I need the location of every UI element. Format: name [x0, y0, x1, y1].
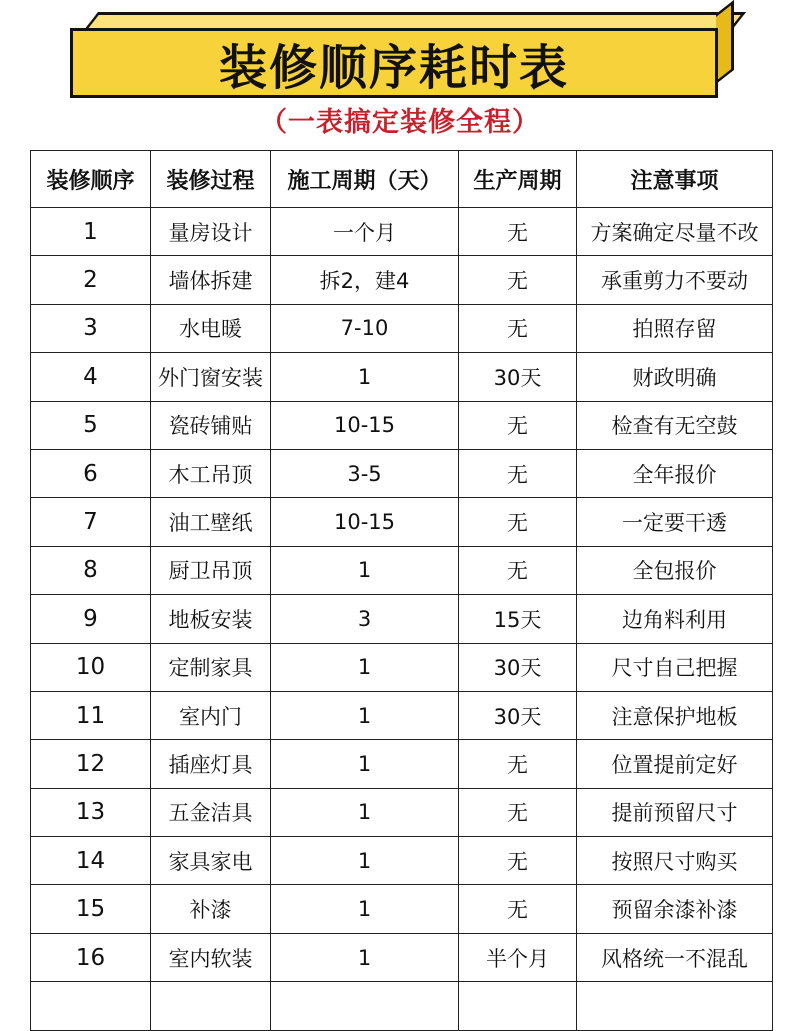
cell-process: 插座灯具 — [151, 740, 271, 788]
table-row-cutoff — [31, 982, 773, 1030]
table-row — [31, 740, 773, 788]
cell-notes: 财政明确 — [577, 353, 773, 401]
cell-construction-period: 3-5 — [271, 449, 459, 497]
cell-process: 水电暖 — [151, 304, 271, 352]
table-row — [31, 498, 773, 546]
cell-order: 1 — [31, 208, 151, 256]
table-row — [31, 933, 773, 981]
cell-order: 9 — [31, 595, 151, 643]
cell-process: 外门窗安装 — [151, 353, 271, 401]
header-construction-period: 施工周期（天） — [271, 151, 459, 208]
cell-notes: 全年报价 — [577, 449, 773, 497]
cell-notes: 全包报价 — [577, 546, 773, 594]
cell-empty — [31, 982, 151, 1030]
cell-process: 补漆 — [151, 885, 271, 933]
cell-production-period: 无 — [459, 401, 577, 449]
cell-notes: 注意保护地板 — [577, 691, 773, 739]
cell-notes: 边角料利用 — [577, 595, 773, 643]
cell-process: 定制家具 — [151, 643, 271, 691]
table-row — [31, 546, 773, 594]
cell-production-period: 无 — [459, 498, 577, 546]
cell-notes: 尺寸自己把握 — [577, 643, 773, 691]
table-row — [31, 643, 773, 691]
cell-process: 墙体拆建 — [151, 256, 271, 304]
cell-notes: 方案确定尽量不改 — [577, 208, 773, 256]
cell-process: 厨卫吊顶 — [151, 546, 271, 594]
table-row — [31, 449, 773, 497]
cell-production-period: 无 — [459, 449, 577, 497]
cell-production-period: 30天 — [459, 353, 577, 401]
cell-production-period: 30天 — [459, 691, 577, 739]
cell-notes: 拍照存留 — [577, 304, 773, 352]
cell-construction-period: 1 — [271, 885, 459, 933]
cell-order: 16 — [31, 933, 151, 981]
table-row — [31, 837, 773, 885]
cell-process: 家具家电 — [151, 837, 271, 885]
cell-production-period: 无 — [459, 208, 577, 256]
cell-order: 3 — [31, 304, 151, 352]
cell-construction-period: 1 — [271, 546, 459, 594]
cell-order: 15 — [31, 885, 151, 933]
cell-process: 木工吊顶 — [151, 449, 271, 497]
cell-notes: 风格统一不混乱 — [577, 933, 773, 981]
cell-order: 12 — [31, 740, 151, 788]
table-row — [31, 885, 773, 933]
table-row — [31, 595, 773, 643]
cell-notes: 提前预留尺寸 — [577, 788, 773, 836]
cell-order: 14 — [31, 837, 151, 885]
cell-production-period: 半个月 — [459, 933, 577, 981]
table-row — [31, 304, 773, 352]
cell-notes: 预留余漆补漆 — [577, 885, 773, 933]
table-header-row — [31, 151, 773, 208]
cell-production-period: 30天 — [459, 643, 577, 691]
schedule-table — [30, 150, 773, 1031]
cell-production-period: 无 — [459, 740, 577, 788]
cell-order: 11 — [31, 691, 151, 739]
cell-notes: 一定要干透 — [577, 498, 773, 546]
cell-notes: 检查有无空鼓 — [577, 401, 773, 449]
cell-empty — [271, 982, 459, 1030]
cell-process: 室内门 — [151, 691, 271, 739]
cell-production-period: 15天 — [459, 595, 577, 643]
cell-empty — [151, 982, 271, 1030]
cell-construction-period: 1 — [271, 643, 459, 691]
cell-construction-period: 3 — [271, 595, 459, 643]
cell-production-period: 无 — [459, 837, 577, 885]
table-row — [31, 788, 773, 836]
cell-construction-period: 1 — [271, 788, 459, 836]
cell-order: 5 — [31, 401, 151, 449]
cell-process: 瓷砖铺贴 — [151, 401, 271, 449]
cell-production-period: 无 — [459, 546, 577, 594]
cell-order: 7 — [31, 498, 151, 546]
table-row — [31, 691, 773, 739]
table-row — [31, 401, 773, 449]
cell-process: 五金洁具 — [151, 788, 271, 836]
table-row — [31, 353, 773, 401]
cell-construction-period: 7-10 — [271, 304, 459, 352]
cell-notes: 位置提前定好 — [577, 740, 773, 788]
cell-process: 地板安装 — [151, 595, 271, 643]
cell-notes: 按照尺寸购买 — [577, 837, 773, 885]
cell-construction-period: 1 — [271, 837, 459, 885]
cell-construction-period: 一个月 — [271, 208, 459, 256]
header-production-period: 生产周期 — [459, 151, 577, 208]
cell-construction-period: 1 — [271, 353, 459, 401]
cell-construction-period: 1 — [271, 740, 459, 788]
cell-construction-period: 1 — [271, 933, 459, 981]
cell-production-period: 无 — [459, 788, 577, 836]
cell-order: 2 — [31, 256, 151, 304]
cell-order: 4 — [31, 353, 151, 401]
cell-notes: 承重剪力不要动 — [577, 256, 773, 304]
banner-side-face — [716, 0, 734, 84]
header-process: 装修过程 — [151, 151, 271, 208]
cell-order: 10 — [31, 643, 151, 691]
cell-construction-period: 10-15 — [271, 401, 459, 449]
table-row — [31, 208, 773, 256]
header-order: 装修顺序 — [31, 151, 151, 208]
table-row — [31, 256, 773, 304]
cell-process: 室内软装 — [151, 933, 271, 981]
cell-construction-period: 拆2，建4 — [271, 256, 459, 304]
cell-empty — [577, 982, 773, 1030]
cell-process: 量房设计 — [151, 208, 271, 256]
cell-process: 油工壁纸 — [151, 498, 271, 546]
cell-production-period: 无 — [459, 304, 577, 352]
cell-order: 6 — [31, 449, 151, 497]
cell-order: 8 — [31, 546, 151, 594]
cell-construction-period: 10-15 — [271, 498, 459, 546]
page-title: 装修顺序耗时表 — [70, 28, 718, 98]
cell-construction-period: 1 — [271, 691, 459, 739]
header-notes: 注意事项 — [577, 151, 773, 208]
cell-production-period: 无 — [459, 885, 577, 933]
cell-order: 13 — [31, 788, 151, 836]
cell-empty — [459, 982, 577, 1030]
page-subtitle: （一表搞定装修全程） — [260, 107, 540, 138]
title-banner — [70, 12, 738, 102]
cell-production-period: 无 — [459, 256, 577, 304]
